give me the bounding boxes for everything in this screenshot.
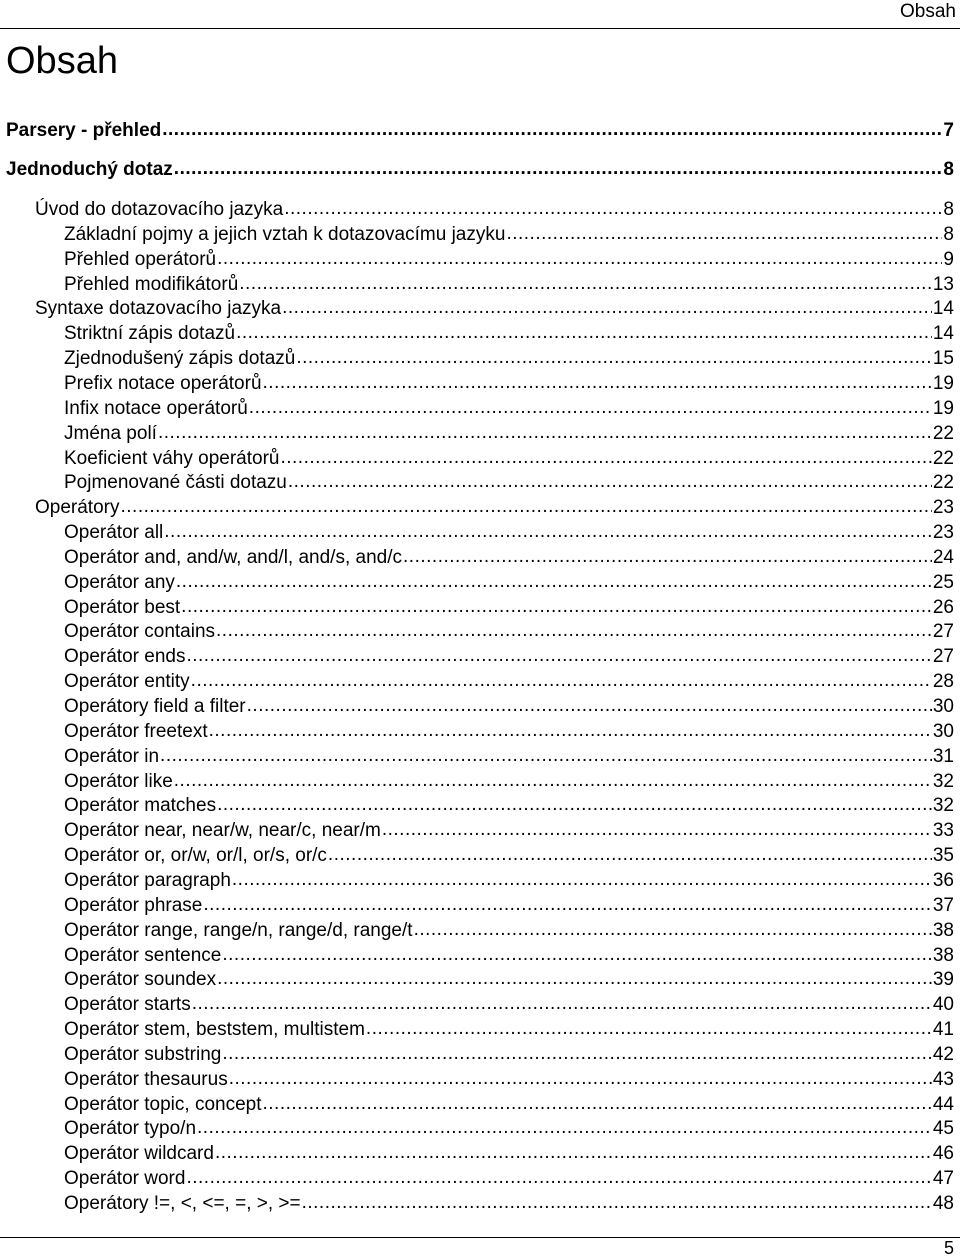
dot-leader [158,421,932,445]
toc-entry-title: Jednoduchý dotaz [6,159,173,180]
dot-leader [328,843,932,867]
toc-entry-page-number: 22 [932,422,954,444]
toc-entry-title: Operátor matches [64,795,217,817]
dot-leader [284,197,942,221]
dot-leader [366,1017,932,1041]
toc-entry[interactable] [64,869,954,893]
dot-leader [160,744,932,768]
dot-leader [186,1166,931,1190]
toc-entry-title: Operátor contains [64,621,216,643]
toc-entry-title: Operátor stem, beststem, multistem [64,1019,365,1041]
toc-entry[interactable] [64,894,954,918]
toc-entry-title: Operátor soundex [64,969,217,991]
dot-leader [222,1042,932,1066]
dot-leader [176,570,932,594]
dot-leader [162,118,942,142]
toc-entry-page-number: 8 [943,199,954,220]
dot-leader [120,495,931,519]
dot-leader [296,346,932,370]
toc-entry-page-number: 19 [932,397,954,419]
toc-entry[interactable] [64,546,954,570]
toc-entry-page-number: 36 [932,869,954,891]
toc-entry[interactable] [64,1043,954,1067]
toc-entry[interactable] [64,1142,954,1166]
toc-entry-title: Operátory !=, <, <=, =, >, >= [64,1193,301,1214]
toc-entry-title: Operátory [35,497,120,519]
toc-entry-page-number: 27 [932,646,954,668]
toc-entry[interactable] [35,297,954,321]
toc-entry-title: Operátor word [64,1168,186,1190]
toc-entry-title: Operátor near, near/w, near/c, near/m [64,820,381,842]
dot-leader [302,1191,932,1215]
toc-entry[interactable] [64,670,954,694]
toc-entry[interactable] [64,1068,954,1092]
toc-entry-title: Operátor starts [64,994,191,1016]
toc-entry-title: Operátor freetext [64,720,208,742]
toc-entry-title: Koeficient váhy operátorů [64,447,280,469]
toc-entry-title: Jména polí [64,422,157,444]
toc-entry[interactable] [64,1018,954,1042]
toc-entry-title: Základní pojmy a jejich vztah k dotazovacímu jazyku [64,223,506,245]
toc-entry[interactable] [64,372,954,396]
toc-entry-title: Přehled operátorů [64,248,217,270]
dot-leader [382,818,932,842]
dot-leader [239,272,932,296]
toc-entry-page-number: 22 [932,472,954,494]
toc-entry-page-number: 38 [932,919,954,941]
toc-entry-page-number: 33 [932,820,954,842]
toc-entry-title: Přehled modifikátorů [64,273,239,295]
toc-entry[interactable] [64,695,954,719]
dot-leader [236,321,932,345]
toc-entry-title: Operátor thesaurus [64,1068,228,1090]
toc-entry-title: Prefix notace operátorů [64,372,262,394]
toc-entry[interactable] [64,745,954,769]
dot-leader [215,1141,932,1165]
toc-entry-title: Operátor any [64,571,175,593]
toc-entry[interactable] [64,620,954,644]
dot-leader [222,943,931,967]
dot-leader [217,967,932,991]
toc-entry[interactable] [64,521,954,545]
toc-entry-title: Operátor in [64,745,160,767]
toc-entry[interactable] [64,770,954,794]
toc-entry-title: Operátor paragraph [64,869,231,891]
toc-entry-page-number: 22 [932,447,954,469]
toc-entry[interactable] [35,496,954,520]
toc-entry-page-number: 8 [943,159,954,180]
toc-entry[interactable] [64,1192,954,1216]
toc-entry-title: Operátory field a filter [64,696,246,717]
toc-entry-page-number: 45 [932,1118,954,1140]
toc-entry-title: Operátor best [64,596,181,618]
toc-entry-page-number: 48 [932,1193,954,1214]
toc-entry[interactable] [64,1167,954,1191]
dot-leader [263,371,932,395]
dot-leader [209,719,932,743]
toc-entry-page-number: 14 [932,298,954,320]
dot-leader [249,396,932,420]
toc-entry[interactable] [64,248,954,272]
page-number: 5 [943,1238,954,1258]
dot-leader [288,470,932,494]
header-rule [0,28,960,29]
dot-leader [191,669,932,693]
toc-entry[interactable] [64,347,954,371]
toc-entry-page-number: 27 [932,621,954,643]
toc-entry-page-number: 37 [932,894,954,916]
toc-entry-title: Operátor typo/n [64,1118,197,1140]
toc-entry-title: Parsery - přehled [6,120,162,141]
dot-leader [164,520,932,544]
toc-entry[interactable] [64,645,954,669]
toc-entry-title: Zjednodušený zápis dotazů [64,348,296,370]
toc-entry[interactable] [64,422,954,446]
toc-entry-page-number: 25 [932,571,954,593]
footer-rule [0,1237,960,1238]
toc-entry-page-number: 39 [932,969,954,991]
toc-entry[interactable] [64,571,954,595]
toc-entry-title: Operátor sentence [64,944,222,966]
toc-entry-page-number: 31 [932,745,954,767]
toc-chapter-entry[interactable] [6,158,954,182]
toc-entry-title: Operátor range, range/n, range/d, range/t [64,919,413,941]
dot-leader [217,793,932,817]
page-title: Obsah [6,40,118,82]
toc-entry[interactable] [64,1093,954,1117]
dot-leader [282,296,932,320]
toc-entry-title: Operátor phrase [64,894,203,916]
toc-entry[interactable] [64,844,954,868]
dot-leader [414,918,932,942]
toc-entry-title: Operátor substring [64,1043,222,1065]
dot-leader [197,1116,932,1140]
toc-entry-title: Operátor or, or/w, or/l, or/s, or/c [64,845,327,867]
dot-leader [506,222,942,246]
dot-leader [247,694,932,718]
toc-entry[interactable] [64,223,954,247]
toc-entry[interactable] [64,471,954,495]
dot-leader [403,545,932,569]
toc-entry[interactable] [64,596,954,620]
toc-entry[interactable] [64,944,954,968]
dot-leader [232,868,932,892]
dot-leader [174,157,943,181]
toc-entry-page-number: 24 [932,546,954,568]
dot-leader [280,446,931,470]
toc-entry-page-number: 19 [932,372,954,394]
toc-entry-title: Operátor topic, concept [64,1093,262,1115]
toc-entry-page-number: 47 [932,1168,954,1190]
dot-leader [181,595,932,619]
toc-entry[interactable] [64,447,954,471]
toc-entry-title: Operátor ends [64,646,186,668]
toc-entry[interactable] [35,198,954,222]
toc-entry-title: Pojmenované části dotazu [64,472,287,494]
toc-entry-page-number: 13 [932,273,954,295]
toc-entry-page-number: 28 [932,671,954,693]
toc-entry-page-number: 26 [932,596,954,618]
toc-entry[interactable] [64,1117,954,1141]
toc-entry-title: Operátor and, and/w, and/l, and/s, and/c [64,546,403,568]
toc-entry[interactable] [64,993,954,1017]
toc-entry-title: Operátor like [64,770,173,792]
toc-entry[interactable] [64,968,954,992]
toc-entry-title: Operátor wildcard [64,1143,214,1165]
toc-entry-page-number: 15 [932,348,954,370]
toc-entry-page-number: 40 [932,994,954,1016]
toc-entry-page-number: 41 [932,1019,954,1041]
toc-entry[interactable] [64,794,954,818]
toc-entry[interactable] [64,273,954,297]
toc-entry-page-number: 43 [932,1068,954,1090]
toc-entry-title: Striktní zápis dotazů [64,323,236,345]
dot-leader [217,247,942,271]
dot-leader [216,619,932,643]
toc-entry-page-number: 8 [943,223,954,245]
toc-entry-page-number: 44 [932,1093,954,1115]
toc-entry-page-number: 35 [932,845,954,867]
running-header-title: Obsah [900,1,956,22]
dot-leader [186,644,931,668]
dot-leader [203,893,932,917]
toc-entry-title: Úvod do dotazovacího jazyka [35,199,284,220]
toc-entry-page-number: 46 [932,1143,954,1165]
dot-leader [263,1092,932,1116]
toc-entry[interactable] [64,397,954,421]
dot-leader [174,769,932,793]
toc-entry[interactable] [64,819,954,843]
toc-entry-page-number: 30 [932,720,954,742]
toc-entry-page-number: 7 [943,120,954,141]
toc-entry-page-number: 42 [932,1043,954,1065]
toc-chapter-entry[interactable] [6,119,954,143]
toc-entry-title: Operátor all [64,522,164,544]
running-header [0,0,960,30]
toc-entry-page-number: 23 [932,497,954,519]
dot-leader [192,992,932,1016]
toc-entry-page-number: 14 [932,323,954,345]
toc-entry-page-number: 32 [932,795,954,817]
toc-entry-page-number: 23 [932,522,954,544]
toc-entry-title: Operátor entity [64,671,190,693]
toc-entry-title: Syntaxe dotazovacího jazyka [35,298,282,320]
toc-entry[interactable] [64,322,954,346]
toc-entry[interactable] [64,919,954,943]
dot-leader [229,1067,932,1091]
toc-entry[interactable] [64,720,954,744]
toc-entry-page-number: 38 [932,944,954,966]
toc-entry-page-number: 9 [943,248,954,270]
toc-entry-title: Infix notace operátorů [64,397,248,419]
toc-entry-page-number: 30 [932,696,954,717]
toc-entry-page-number: 32 [932,770,954,792]
